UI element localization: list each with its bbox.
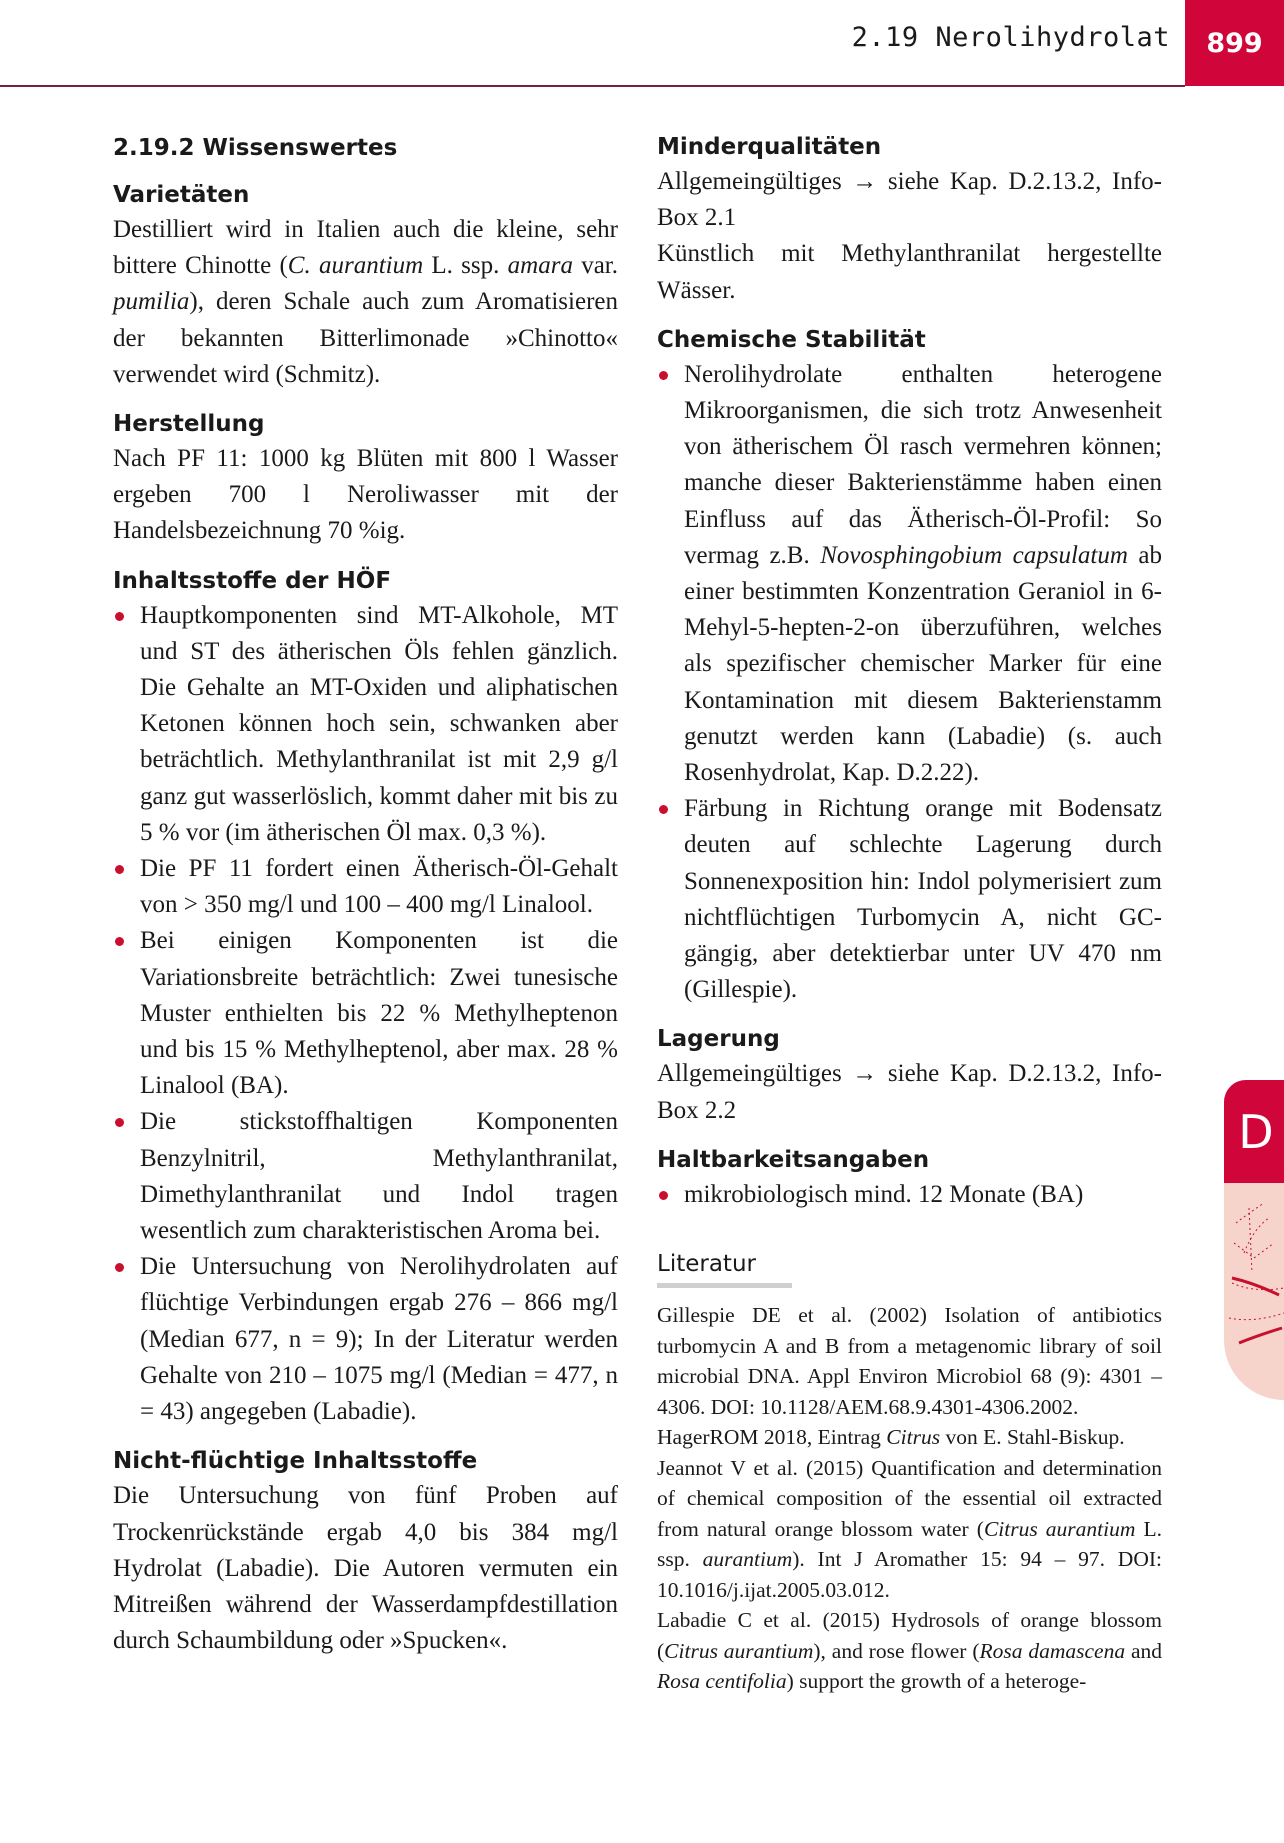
bullet-icon	[115, 865, 124, 874]
botanical-sketch-icon	[1224, 1183, 1284, 1400]
heading-varietaeten: Varietäten	[113, 182, 250, 208]
haltbarkeit-list	[657, 1177, 1162, 1213]
paragraph-lagerung: Allgemeingültiges → siehe Kap. D.2.13.2, Info-Box 2.2	[657, 1060, 1162, 1124]
heading-nicht-fluechtig: Nicht-flüchtige Inhaltsstoffe	[113, 1448, 478, 1475]
bullet-icon	[659, 1191, 668, 1200]
list-item: Die PF 11 fordert einen Ätherisch-Öl-Gehalt von > 350 mg/l und 100 – 400 mg/l Linalool.	[113, 851, 618, 923]
page-number: 899	[1185, 0, 1284, 86]
reference-item: Jeannot V et al. (2015) Quantification and determination of chemical composition of the essential oil extracted from natural orange blossom water (Citrus aurantium L. ssp. aurantium). Int J Aromather 15: 94 – 97. DOI: 10.1016/j.ijat.2005.03.012.	[657, 1455, 1162, 1602]
stabilitaet-list	[657, 357, 1162, 1009]
list-item: Hauptkomponenten sind MT-Alkohole, MT und ST des ätherischen Öls fehlen gänzlich. Die Gehalte an MT-Oxiden und aliphatischen Ketonen können hoch sein, schwanken aber beträchtlich. Methylanthranilat ist mit 2,9 g/l ganz gut wasserlöslich, kommt daher mit bis zu 5 % vor (im ätherischen Öl max. 0,3 %).	[113, 598, 618, 851]
heading-literatur: Literatur	[657, 1247, 792, 1288]
paragraph-minderqualitaeten-1: Allgemeingültiges → siehe Kap. D.2.13.2, Info-Box 2.1	[657, 168, 1162, 232]
chapter-letter: D	[1224, 1080, 1284, 1183]
paragraph-varietaeten: Destilliert wird in Italien auch die kleine, sehr bittere Chinotte (C. aurantium L. ssp. amara var. pumilia), deren Schale auch zum Aromatisieren der bekannten Bitterlimonade »Chinotto« verwendet wird (Schmitz).	[113, 216, 618, 388]
bullet-icon	[115, 612, 124, 621]
bullet-icon	[659, 805, 668, 814]
bullet-icon	[115, 937, 124, 946]
reference-item: Labadie C et al. (2015) Hydrosols of orange blossom (Citrus aurantium), and rose flower (Rosa damascena and Rosa centifolia) support the growth of a heteroge-	[657, 1608, 1162, 1694]
heading-chemische-stabilitaet: Chemische Stabilität	[657, 326, 926, 353]
reference-list	[657, 1300, 1162, 1697]
reference-item: Gillespie DE et al. (2002) Isolation of antibiotics turbomycin A and B from a metagenomic library of soil microbial DNA. Appl Environ Microbiol 68 (9): 4301 – 4306. DOI: 10.1128/AEM.68.9.4301-4306.2002.	[657, 1303, 1162, 1419]
heading-minderqualitaeten: Minderqualitäten	[657, 134, 882, 160]
list-item: Die stickstoffhaltigen Komponenten Benzylnitril, Methylanthranilat, Dimethylanthranilat und Indol tragen wesentlich zum charakteristischen Aroma bei.	[113, 1104, 618, 1249]
left-column	[113, 130, 618, 1659]
heading-lagerung: Lagerung	[657, 1026, 780, 1053]
chapter-thumb-tab	[1224, 1080, 1284, 1400]
bullet-icon	[115, 1118, 124, 1127]
list-item: Die Untersuchung von Nerolihydrolaten auf flüchtige Verbindungen ergab 276 – 866 mg/l (Median 677, n = 9); In der Literatur werden Gehalte von 210 – 1075 mg/l (Median = 477, n = 43) angegeben (Labadie).	[113, 1249, 618, 1430]
list-item: Nerolihydrolate enthalten heterogene Mikroorganismen, die sich trotz Anwesenheit von ätherischem Öl rasch vermehren können; manche dieser Bakterienstämme haben einen Einfluss auf das Ätherisch-Öl-Profil: So vermag z.B. Novosphingobium capsulatum ab einer bestimmten Konzentration Geraniol in 6-Mehyl-5-hepten-2-on überzuführen, welches als spezifischer chemischer Marker für eine Kontamination mit diesem Bakterienstamm genutzt werden kann (Labadie) (s. auch Rosenhydrolat, Kap. D.2.22).	[657, 357, 1162, 791]
header-rule	[0, 85, 1185, 87]
list-item: Färbung in Richtung orange mit Bodensatz deuten auf schlechte Lagerung durch Sonnenexposition hin: Indol polymerisiert zum nichtflüchtigen Turbomycin A, nicht GC-gängig, aber detektierbar unter UV 470 nm (Gillespie).	[657, 791, 1162, 1008]
list-item: Bei einigen Komponenten ist die Variationsbreite beträchtlich: Zwei tunesische Muster enthielten bis 22 % Methylheptenon und bis 15 % Methylheptenol, aber max. 28 % Linalool (BA).	[113, 923, 618, 1104]
heading-herstellung: Herstellung	[113, 411, 265, 438]
paragraph-herstellung: Nach PF 11: 1000 kg Blüten mit 800 l Wasser ergeben 700 l Neroliwasser mit der Handelsbezeichnung 70 %ig.	[113, 445, 618, 545]
list-item: mikrobiologisch mind. 12 Monate (BA)	[657, 1177, 1162, 1213]
bullet-icon	[115, 1263, 124, 1272]
running-head-title: 2.19 Nerolihydrolat	[851, 22, 1170, 53]
paragraph-minderqualitaeten-2: Künstlich mit Methylanthranilat hergestellte Wässer.	[657, 240, 1162, 304]
right-column	[657, 130, 1162, 1697]
inhaltsstoffe-list	[113, 598, 618, 1431]
paragraph-nicht-fluechtig: Die Untersuchung von fünf Proben auf Trockenrückstände ergab 4,0 bis 384 mg/l Hydrolat (Labadie). Die Autoren vermuten ein Mitreißen während der Wasserdampfdestillation durch Schaumbildung oder »Spucken«.	[113, 1482, 618, 1655]
bullet-icon	[659, 371, 668, 380]
heading-inhaltsstoffe: Inhaltsstoffe der HÖF	[113, 567, 392, 594]
section-title: 2.19.2 Wissenswertes	[113, 135, 398, 161]
reference-item: HagerROM 2018, Eintrag Citrus von E. Stahl-Biskup.	[657, 1425, 1125, 1450]
heading-haltbarkeit: Haltbarkeitsangaben	[657, 1146, 930, 1173]
